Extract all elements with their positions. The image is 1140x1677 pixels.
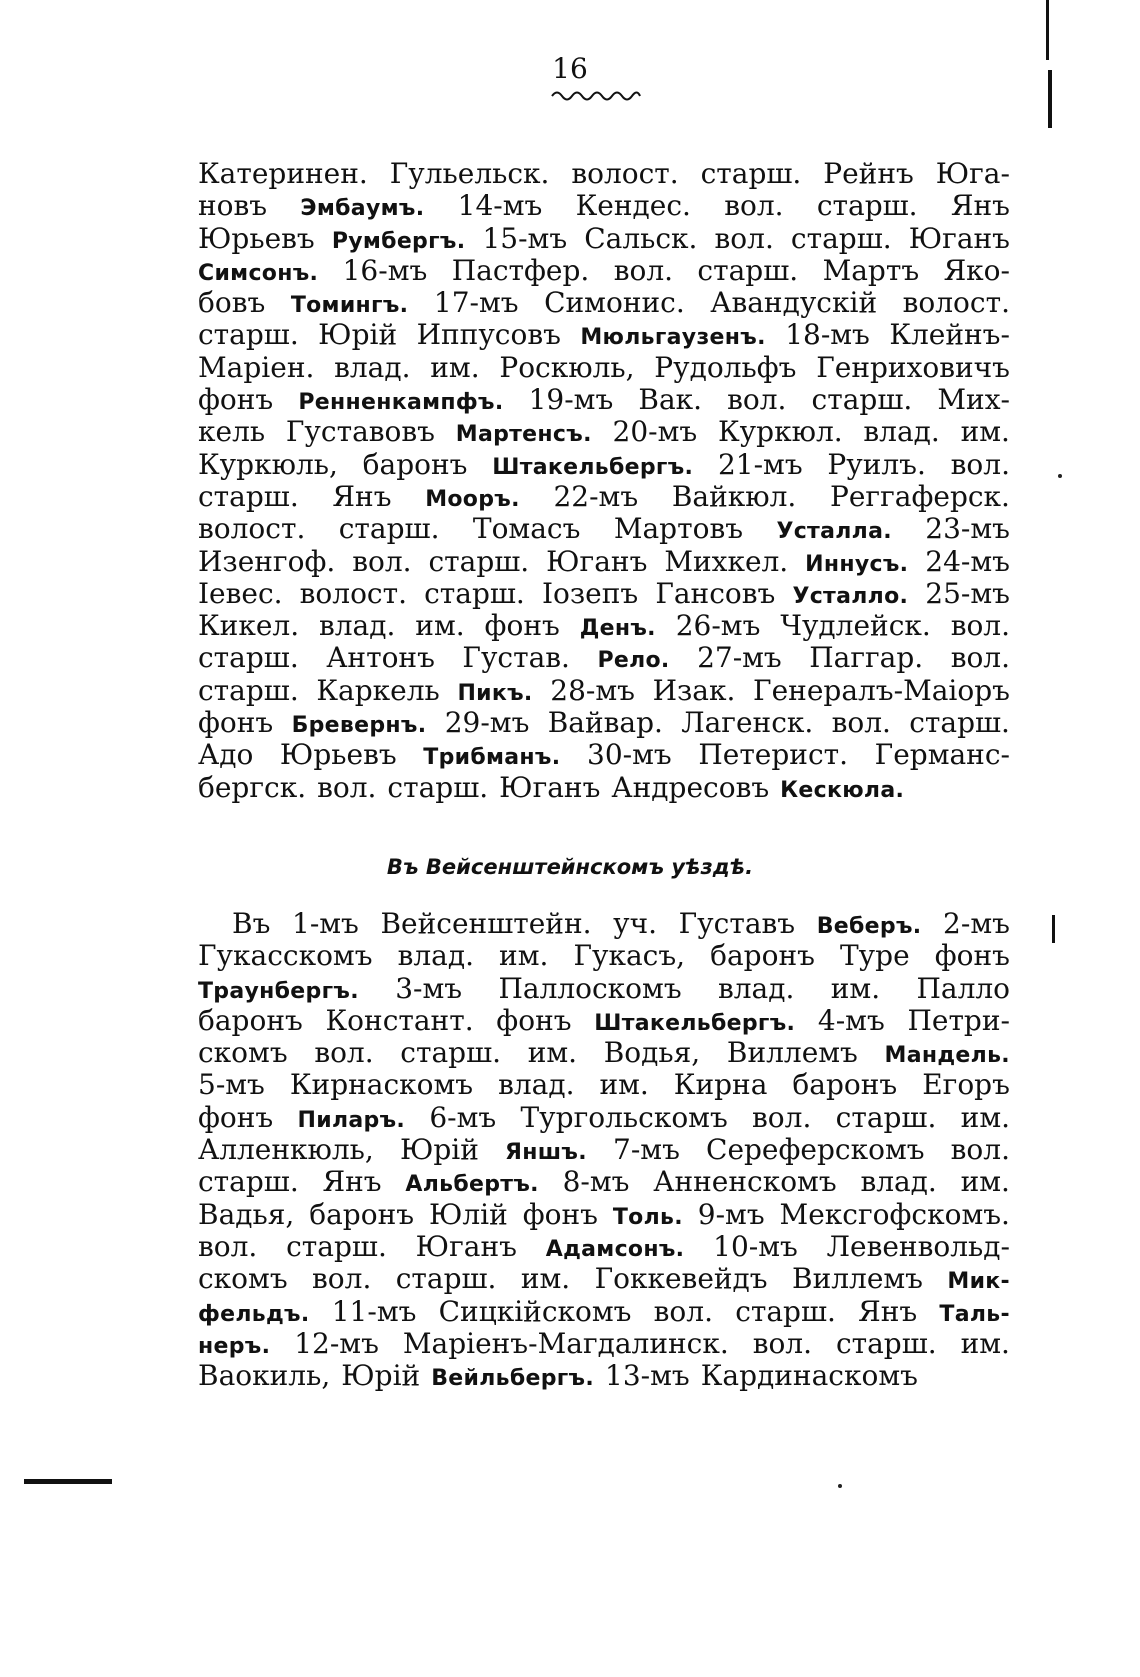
word: Левенвольд- — [826, 1229, 1010, 1263]
word: фонъ — [522, 1197, 598, 1231]
word: волост. — [902, 286, 1010, 320]
word: Вак. — [638, 383, 703, 417]
word: им. — [830, 971, 881, 1005]
word: фонъ — [198, 383, 274, 417]
text-line — [198, 1360, 1010, 1392]
spaced-name: Симсонъ. — [198, 260, 319, 286]
text-line — [198, 1263, 1010, 1295]
word: Юрій — [318, 318, 398, 352]
word: им. — [960, 1326, 1010, 1360]
word: Андресовъ — [611, 770, 770, 804]
word: Адо — [198, 738, 254, 772]
word: Петерист. — [698, 738, 849, 772]
word: вол. — [714, 221, 774, 255]
word: Алленкюль, — [198, 1133, 374, 1167]
text-line — [198, 287, 1010, 319]
text-line — [198, 1102, 1010, 1134]
text-line — [198, 352, 1010, 384]
spaced-name: Штакельбергъ. — [594, 1010, 796, 1036]
word: Вайкюл. — [671, 479, 797, 513]
text-line — [198, 1037, 1010, 1069]
text-line — [198, 158, 1010, 190]
text-line — [198, 707, 1010, 739]
word: волост. — [198, 512, 306, 546]
word: старш. — [338, 512, 440, 546]
word: Авандускій — [710, 286, 878, 320]
word: вол. — [198, 1229, 258, 1263]
word: Генриховичъ — [816, 350, 1010, 384]
word: 11-мъ — [331, 1294, 417, 1328]
word: Куркюл. — [718, 415, 843, 449]
spaced-name: Усталло. — [792, 583, 909, 609]
word: старш. — [198, 673, 299, 707]
word: им. — [960, 1100, 1010, 1134]
word: им. — [960, 1165, 1010, 1199]
text-line — [198, 1005, 1010, 1037]
word: Ваокиль, — [198, 1359, 331, 1393]
text-line — [198, 1134, 1010, 1166]
word: влад. — [718, 971, 795, 1005]
text-line — [198, 578, 1010, 610]
text-line — [198, 940, 1010, 972]
text-line — [198, 319, 1010, 351]
text-line — [198, 642, 1010, 674]
word: 12-мъ — [294, 1326, 379, 1360]
word: им. — [430, 350, 480, 384]
word: старш. — [428, 544, 530, 578]
word: Иппусовъ — [416, 318, 561, 352]
word: 22-мъ — [553, 479, 639, 513]
word: Томасъ — [472, 512, 581, 546]
word: баронъ — [362, 447, 468, 481]
text-line — [198, 908, 1010, 940]
word: Мексгофскомъ. — [779, 1197, 1010, 1231]
word: им. — [415, 609, 465, 643]
word: вол. — [613, 253, 674, 287]
word: 3-мъ — [395, 971, 463, 1005]
word: Сереферскомъ — [706, 1133, 925, 1167]
word: Роскюль, — [499, 350, 635, 384]
word: Туре — [840, 939, 910, 973]
text-line — [198, 675, 1010, 707]
word: Симонис. — [544, 286, 685, 320]
word: Яко- — [943, 253, 1010, 287]
word: старш. — [198, 1165, 299, 1199]
word: старш. — [198, 479, 299, 513]
word: Рейнъ — [823, 157, 914, 190]
word: 27-мъ — [697, 641, 782, 675]
spaced-name: Пиларъ. — [297, 1107, 406, 1133]
text-line — [198, 416, 1010, 448]
word: вол. — [653, 1294, 713, 1328]
word: вол. — [727, 383, 787, 417]
text-line — [198, 1166, 1010, 1198]
word: 7-мъ — [613, 1133, 680, 1167]
word: Кирнаскомъ — [289, 1068, 474, 1102]
word: старш. — [387, 770, 489, 804]
word: Куркюль, — [198, 447, 338, 481]
word: Янъ — [858, 1294, 918, 1328]
word: фонъ — [934, 939, 1010, 973]
word: 6-мъ — [429, 1100, 497, 1134]
section-1-text — [198, 158, 1010, 804]
word: Палло — [916, 971, 1010, 1005]
word: 1-мъ — [292, 907, 359, 940]
word: Паггар. — [809, 641, 924, 675]
word: 28-мъ — [550, 673, 635, 707]
word: старш. — [400, 1036, 502, 1070]
word: вол. — [950, 609, 1010, 643]
word: 8-мъ — [562, 1165, 630, 1199]
word: Констант. — [325, 1003, 474, 1037]
word: 18-мъ — [785, 318, 870, 352]
text-line — [198, 190, 1010, 222]
word: баронъ — [309, 1197, 415, 1231]
spaced-name: Таль- — [939, 1301, 1010, 1327]
page-number: 16 — [552, 52, 588, 85]
spaced-name: Румбергъ. — [331, 228, 466, 254]
right-edge-mark — [1052, 915, 1055, 943]
text-line — [198, 223, 1010, 255]
text-line — [198, 1199, 1010, 1231]
word: Кикел. — [198, 609, 300, 643]
word: Юрьевъ — [198, 221, 315, 255]
word: 13-мъ — [605, 1359, 690, 1393]
word: Михкел. — [664, 544, 789, 578]
spaced-name: Томингъ. — [290, 293, 409, 319]
word: Сальск. — [584, 221, 698, 255]
word: Юганъ — [546, 544, 648, 578]
word: Кендес. — [575, 189, 691, 223]
word: Юрій — [399, 1133, 479, 1167]
word: вол. — [352, 544, 412, 578]
word: старш. — [790, 221, 892, 255]
word: Изенгоф. — [198, 544, 336, 578]
word: новъ — [198, 189, 268, 223]
word: фонъ — [484, 609, 560, 643]
word: Янъ — [950, 189, 1010, 223]
margin-dash-mark — [24, 1479, 112, 1484]
word: старш. — [198, 318, 299, 352]
spaced-name: Вейльбергъ. — [431, 1366, 595, 1392]
word: Гульельск. — [389, 157, 550, 190]
word: вол. — [724, 189, 784, 223]
word: вол. — [950, 641, 1010, 675]
word: Янъ — [322, 1165, 382, 1199]
word: Маріенъ-Магдалинск. — [402, 1326, 729, 1360]
word: Юганъ — [499, 770, 601, 804]
word: бергск. — [198, 770, 307, 804]
word: влад. — [397, 939, 474, 973]
word: вол. — [950, 447, 1010, 481]
text-line — [198, 513, 1010, 545]
word: Густав. — [462, 641, 570, 675]
word: 21-мъ — [717, 447, 803, 481]
word: влад. — [498, 1068, 575, 1102]
stray-dot-mark-right — [1058, 474, 1062, 478]
word: Вайвар. — [547, 706, 663, 740]
word: Чудлейск. — [780, 609, 931, 643]
word: Пастфер. — [451, 253, 590, 287]
word: вол. — [950, 1133, 1010, 1167]
word: баронъ — [710, 939, 815, 973]
text-line — [198, 255, 1010, 287]
word: Мартовъ — [613, 512, 744, 546]
word: Егоръ — [922, 1068, 1010, 1102]
word: Тургольскомъ — [520, 1100, 728, 1134]
text-line — [198, 973, 1010, 1005]
word: фонъ — [198, 706, 274, 740]
word: 19-мъ — [528, 383, 614, 417]
word: вол. — [317, 770, 377, 804]
word: Сицкійскомъ — [438, 1294, 632, 1328]
word: им. — [960, 415, 1010, 449]
spaced-name: Мартенсъ. — [455, 422, 592, 448]
right-edge-line-top — [1046, 0, 1049, 60]
word: старш. — [424, 576, 525, 610]
word: 2-мъ — [943, 907, 1010, 940]
word: 20-мъ — [612, 415, 698, 449]
spaced-name: Трибманъ. — [423, 745, 561, 771]
spaced-name: Ренненкампфъ. — [298, 390, 504, 416]
word: вол. — [312, 1262, 372, 1296]
text-line — [198, 739, 1010, 771]
word: Виллемъ — [792, 1262, 923, 1296]
spaced-name: неръ. — [198, 1333, 271, 1359]
word: вол. — [752, 1326, 812, 1360]
word: Лагенск. — [681, 706, 814, 740]
word: скомъ — [198, 1036, 288, 1070]
word: Рудольфъ — [654, 350, 797, 384]
stray-dot-mark — [838, 1484, 842, 1488]
word: скомъ — [198, 1262, 288, 1296]
word: 15-мъ — [482, 221, 568, 255]
spaced-name: Кескюла. — [780, 777, 905, 803]
word: Петри- — [907, 1003, 1010, 1037]
word: вол. — [752, 1100, 812, 1134]
word: влад. — [334, 350, 411, 384]
word: Германс- — [874, 738, 1010, 772]
text-line — [198, 1069, 1010, 1101]
spaced-name: Адамсонъ. — [545, 1236, 685, 1262]
word: вол. — [831, 706, 891, 740]
word: Анненскомъ — [653, 1165, 837, 1199]
word: Паллоскомъ — [498, 971, 682, 1005]
word: старш. — [816, 189, 918, 223]
word: старш. — [811, 383, 913, 417]
word: Вейсенштейн. — [380, 907, 592, 940]
word: Изак. — [652, 673, 736, 707]
word: старш. — [835, 1100, 937, 1134]
word: Гукасъ, — [573, 939, 686, 973]
word: Мартъ — [822, 253, 920, 287]
word: Іевес. — [198, 576, 283, 610]
word: старш. — [735, 1294, 836, 1328]
word: Реггаферск. — [830, 479, 1010, 513]
word: Мих- — [937, 383, 1010, 417]
word: старш. — [835, 1326, 937, 1360]
spaced-name: фельдъ. — [198, 1301, 310, 1327]
section-heading: Въ Вейсенштейнскомъ уѣздѣ. — [386, 855, 754, 879]
word: им. — [499, 939, 549, 973]
word: баронъ — [198, 1003, 303, 1037]
word: влад. — [863, 415, 940, 449]
word: Гансовъ — [655, 576, 776, 610]
word: 26-мъ — [675, 609, 761, 643]
spaced-name: Мооръ. — [425, 486, 520, 512]
word: старш. — [198, 641, 299, 675]
word: старш. — [909, 706, 1010, 740]
word: Кардинаскомъ — [700, 1359, 918, 1393]
word: Руилъ. — [827, 447, 926, 481]
ornament-squiggle — [550, 88, 642, 102]
text-line — [198, 772, 1010, 804]
spaced-name: Мандель. — [884, 1043, 1010, 1069]
word: Юганъ — [415, 1229, 517, 1263]
word: 16-мъ — [342, 253, 428, 287]
word: Густавъ — [678, 907, 796, 940]
word: Іозепъ — [541, 576, 639, 610]
right-edge-line-mid — [1048, 70, 1052, 128]
text-line — [198, 1231, 1010, 1263]
word: фонъ — [496, 1003, 572, 1037]
spaced-name: Альбертъ. — [405, 1172, 539, 1198]
word: Въ — [232, 907, 271, 940]
text-line — [198, 610, 1010, 642]
word: 5-мъ — [198, 1068, 265, 1102]
word: старш. — [700, 157, 802, 190]
word: кель — [198, 415, 266, 449]
word: Виллемъ — [726, 1036, 858, 1070]
word: уч. — [613, 907, 658, 940]
word: Антонъ — [326, 641, 435, 675]
word: Катеринен. — [198, 157, 368, 190]
word: Густавовъ — [285, 415, 435, 449]
text-line — [198, 1296, 1010, 1328]
word: 24-мъ — [925, 544, 1010, 578]
word: баронъ — [792, 1068, 898, 1102]
word: им. — [599, 1068, 649, 1102]
word: 4-мъ — [817, 1003, 885, 1037]
text-line — [198, 384, 1010, 416]
spaced-name: Траунбергъ. — [198, 978, 359, 1004]
word: 30-мъ — [587, 738, 672, 772]
spaced-name: Мик- — [947, 1269, 1010, 1295]
spaced-name: Штакельбергъ. — [492, 454, 694, 480]
word: 10-мъ — [713, 1229, 798, 1263]
spaced-name: Веберъ. — [816, 914, 922, 939]
word: влад. — [860, 1165, 937, 1199]
word: Каркель — [316, 673, 440, 707]
spaced-name: Эмбаумъ. — [300, 196, 425, 222]
word: им. — [520, 1262, 571, 1296]
spaced-name: Иннусъ. — [805, 551, 909, 577]
word: влад. — [319, 609, 396, 643]
spaced-name: Мюльгаузенъ. — [580, 325, 766, 351]
word: старш. — [697, 253, 799, 287]
word: 9-мъ — [697, 1197, 765, 1231]
spaced-name: Толь. — [612, 1204, 683, 1230]
text-line — [198, 481, 1010, 513]
word: Маріен. — [198, 350, 315, 384]
text-line — [198, 546, 1010, 578]
word: Юрьевъ — [279, 738, 397, 772]
word: 23-мъ — [925, 512, 1010, 546]
word: Клейнъ- — [889, 318, 1010, 352]
word: Генералъ-Маіоръ — [753, 673, 1010, 707]
word: Юганъ — [908, 221, 1010, 255]
word: вол. — [314, 1036, 374, 1070]
word: волост. — [571, 157, 679, 190]
text-line — [198, 449, 1010, 481]
spaced-name: Яншъ. — [505, 1140, 587, 1166]
word: фонъ — [198, 1100, 274, 1134]
spaced-name: Бревернъ. — [291, 713, 427, 739]
word: Вадья, — [198, 1197, 295, 1231]
word: Юга- — [935, 157, 1010, 190]
word: им. — [527, 1036, 578, 1070]
word: Кирна — [673, 1068, 768, 1102]
word: бовъ — [198, 286, 266, 320]
section-2-text — [198, 908, 1010, 1392]
text-line — [198, 1328, 1010, 1360]
word: 17-мъ — [433, 286, 519, 320]
word: 14-мъ — [457, 189, 543, 223]
word: Гукасскомъ — [198, 939, 373, 973]
word: Гоккевейдъ — [594, 1262, 768, 1296]
word: Янъ — [332, 479, 392, 513]
spaced-name: Денъ. — [579, 616, 656, 642]
spaced-name: Пикъ. — [457, 680, 533, 706]
word: 29-мъ — [444, 706, 530, 740]
word: Юлій — [428, 1197, 508, 1231]
word: старш. — [395, 1262, 497, 1296]
spaced-name: Усталла. — [776, 519, 892, 545]
spaced-name: Рело. — [597, 648, 670, 674]
word: Юрій — [341, 1359, 421, 1393]
word: волост. — [299, 576, 407, 610]
word: старш. — [286, 1229, 387, 1263]
word: 25-мъ — [925, 576, 1010, 610]
word: Водья, — [603, 1036, 701, 1070]
